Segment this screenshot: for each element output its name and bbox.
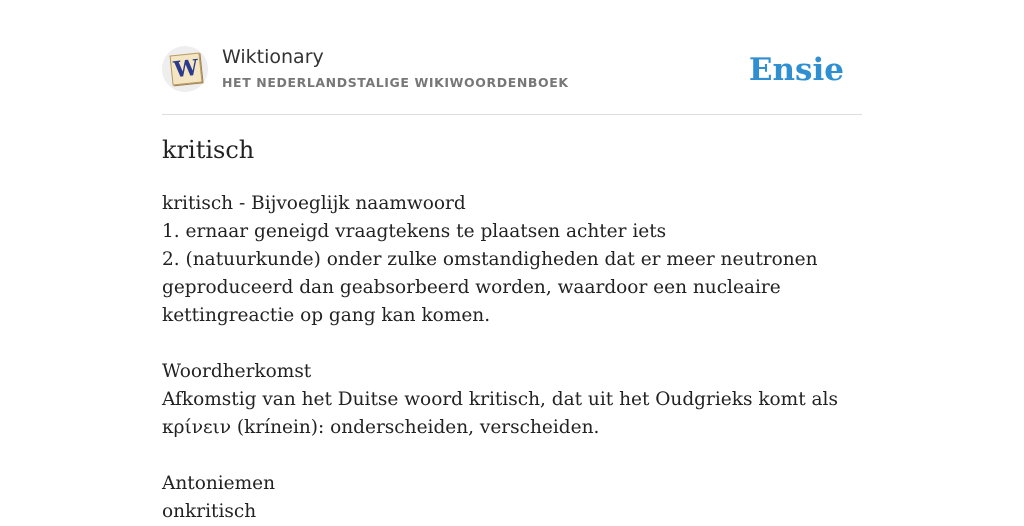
site-tagline: HET NEDERLANDSTALIGE WIKIWOORDENBOEK [222, 75, 569, 90]
part-of-speech-line: kritisch - Bijvoeglijk naamwoord [162, 193, 466, 214]
logo-tile-icon: W [170, 53, 203, 86]
antonym-item: onkritisch [162, 501, 257, 522]
wiktionary-logo[interactable] [162, 46, 208, 92]
spacer [162, 442, 862, 470]
site-name[interactable]: Wiktionary [222, 46, 324, 68]
etymology-heading: Woordherkomst [162, 361, 312, 382]
antonyms-heading: Antoniemen [162, 473, 276, 494]
site-header [162, 42, 862, 115]
etymology-text: Afkomstig van het Duitse woord kritisch, dat uit het Oudgrieks komt als κρίνειν (krínein): onderscheiden, verscheiden. [162, 389, 838, 438]
ensie-brand-link[interactable]: Ensie [748, 52, 844, 88]
definition-2: 2. (natuurkunde) onder zulke omstandigheden dat er meer neutronen geproduceerd dan geabsorbeerd worden, waardoor een nucleaire kettingreactie op gang kan komen. [162, 249, 818, 326]
page-title: kritisch [162, 136, 255, 164]
spacer [162, 330, 862, 358]
entry-content [162, 190, 862, 526]
definition-1: 1. ernaar geneigd vraagtekens te plaatsen achter iets [162, 221, 667, 242]
